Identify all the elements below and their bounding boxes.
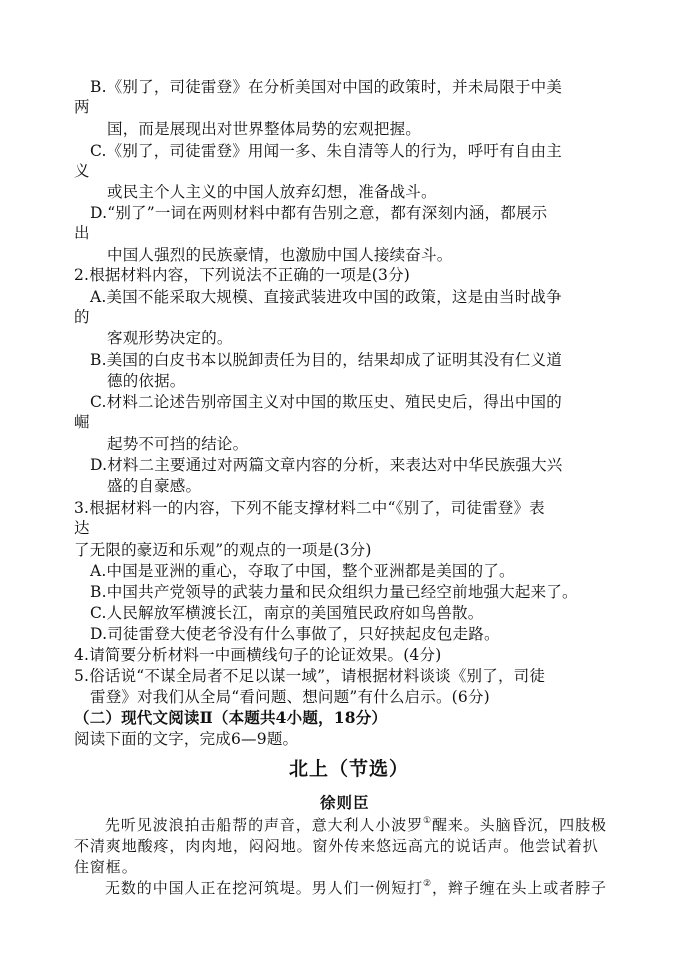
q1-option-c-line2: 义 [74,162,90,180]
q3-stem-line3: 了无限的豪迈和乐观”的观点的一项是(3分) [74,541,372,559]
passage-para1-line1 [105,815,607,835]
q5-stem-line1: 5.俗话说“不谋全局者不足以谋一域”，请根据材料谈谈《别了，司徒 [74,667,546,685]
q2-option-c-line1: C.材料二论述告别帝国主义对中国的欺压史、殖民史后，得出中国的 [90,393,562,411]
q1-option-b-line1: B.《别了，司徒雷登》在分析美国对中国的政策时，并未局限于中美 [90,78,563,96]
q3-option-b: B.中国共产党领导的武装力量和民众组织力量已经空前地强大起来了。 [90,583,578,601]
q2-stem: 2.根据材料内容，下列说法不正确的一项是(3分) [74,266,411,284]
footnote-marker-2: ② [423,879,432,889]
q1-option-c-line3: 或民主个人主义的中国人放弃幻想，准备战斗。 [107,183,437,201]
passage-para1-line2: 不清爽地酸疼，肉肉地，闷闷地。窗外传来悠远高亢的说话声。他尝试着扒 [74,837,599,855]
para1-text-b: 醒来。头脑昏沉，四肢极 [431,816,607,834]
q2-option-d-line1: D.材料二主要通过对两篇文章内容的分析，来表达对中华民族强大兴 [90,456,563,474]
passage-author: 徐则臣 [320,793,370,812]
q1-option-d-line3: 中国人强烈的民族豪情，也激励中国人接续奋斗。 [107,246,453,264]
q4-stem: 4.请简要分析材料一中画横线句子的论证效果。(4分) [74,646,442,664]
section-instruction: 阅读下面的文字，完成6—9题。 [74,730,299,748]
q3-option-c: C.人民解放军横渡长江，南京的美国殖民政府如鸟兽散。 [90,604,484,622]
para2-text-b: ，辫子缠在头上或者脖子 [431,879,607,897]
q1-option-d-line2: 出 [74,224,90,242]
para2-text-a: 无数的中国人正在挖河筑堤。男人们一例短打 [105,879,424,897]
q2-option-b-line2: 德的依据。 [107,372,186,390]
footnote-marker-1: ① [423,816,432,826]
q2-option-c-line2: 崛 [74,413,90,431]
q2-option-d-line2: 盛的自豪感。 [107,477,202,495]
q3-stem-line2: 达 [74,519,90,537]
passage-para1-line3: 住窗框。 [74,858,138,876]
q2-option-a-line1: A.美国不能采取大规模、直接武装进攻中国的政策，这是由当时战争 [90,288,562,306]
q5-stem-line2: 雷登》对我们从全局“看问题、想问题”有什么启示。(6分) [90,688,490,706]
q1-option-b-line2: 两 [74,98,90,116]
q1-option-c-line1: C.《别了，司徒雷登》用闻一多、朱自清等人的行为，呼吁有自由主 [90,142,562,160]
q3-option-d: D.司徒雷登大使老爷没有什么事做了，只好挟起皮包走路。 [90,625,500,643]
passage-para2-line1 [105,878,607,898]
q1-option-d-line1: D.“别了”一词在两则材料中都有告别之意，都有深刻内涵，都展示 [90,204,548,222]
section-heading: （二）现代文阅读Ⅱ（本题共4小题，18分） [74,708,388,727]
q2-option-b-line1: B.美国的白皮书本以脱卸责任为目的，结果却成了证明其没有仁义道 [90,351,563,369]
q2-option-a-line2: 的 [74,308,90,326]
q2-option-a-line3: 客观形势决定的。 [107,329,233,347]
q2-option-c-line3: 起势不可挡的结论。 [107,435,249,453]
para1-text-a: 先听见波浪拍击船帮的声音，意大利人小波罗 [105,816,424,834]
q1-option-b-line3: 国，而是展现出对世界整体局势的宏观把握。 [107,120,422,138]
q3-stem-line1: 3.根据材料一的内容，下列不能支撑材料二中“《别了，司徒雷登》表 [74,499,545,517]
passage-title: 北上（节选） [289,758,410,780]
q3-option-a: A.中国是亚洲的重心，夺取了中国，整个亚洲都是美国的了。 [90,562,515,580]
